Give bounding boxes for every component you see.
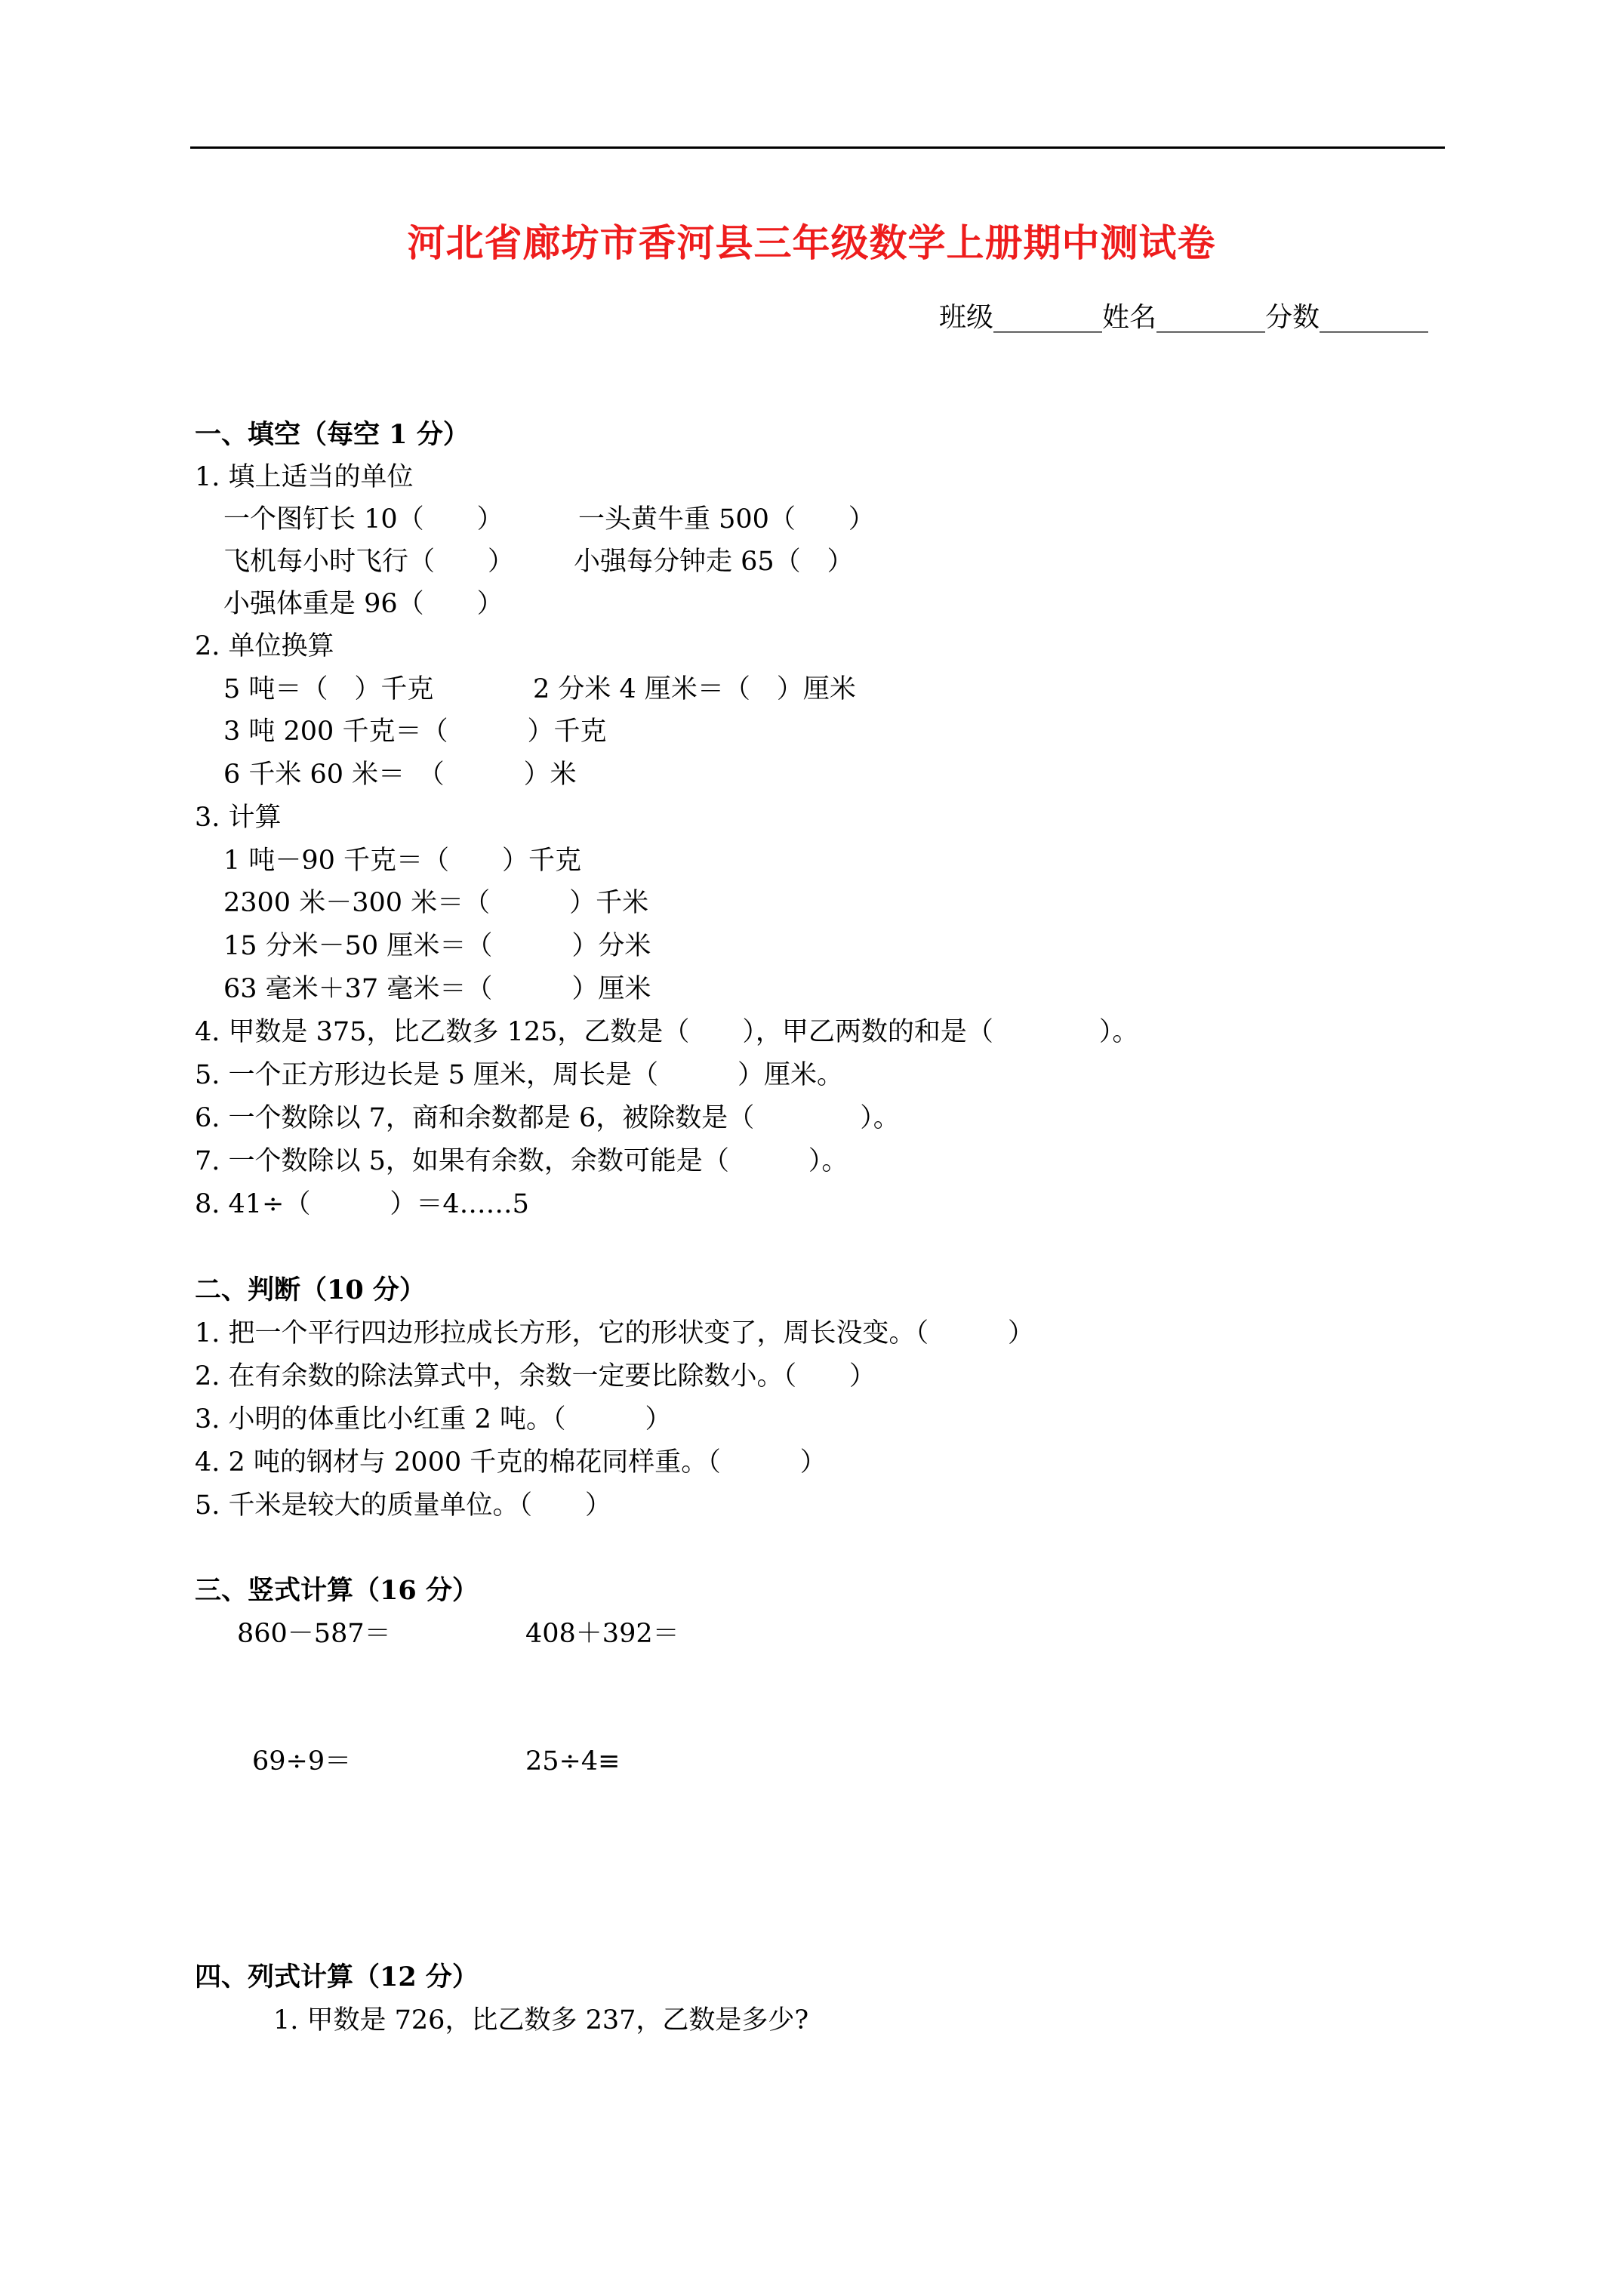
question-1-6: 6. 一个数除以 7，商和余数都是 6，被除数是（ ）。 — [195, 1103, 900, 1133]
expression-3: 69÷9＝ — [252, 1746, 352, 1777]
question-1-2: 2. 单位换算 — [195, 631, 334, 661]
section-4-heading: 四、列式计算（12 分） — [195, 1962, 479, 1992]
question-4-1: 1. 甲数是 726，比乙数多 237，乙数是多少? — [273, 2005, 809, 2036]
question-1-7: 7. 一个数除以 5，如果有余数，余数可能是（ ）。 — [195, 1146, 848, 1176]
question-1-1e: 小强体重是 96（ ） — [223, 589, 504, 619]
page-title: 河北省廊坊市香河县三年级数学上册期中测试卷 — [407, 220, 1216, 265]
question-1-2d: 6 千米 60 米＝ （ ）米 — [223, 760, 577, 790]
question-2-1: 1. 把一个平行四边形拉成长方形，它的形状变了，周长没变。（ ） — [195, 1318, 1035, 1348]
expression-4: 25÷4≡ — [525, 1746, 621, 1777]
expression-1: 860－587＝ — [237, 1619, 391, 1649]
question-1-2a: 5 吨＝（ ）千克 — [223, 674, 434, 704]
question-1-1c: 飞机每小时飞行（ ） — [223, 547, 515, 577]
question-1-1a: 一个图钉长 10（ ） — [223, 504, 504, 535]
question-1-3c: 15 分米－50 厘米＝（ ）分米 — [223, 931, 651, 961]
section-2-heading: 二、判断（10 分） — [195, 1274, 426, 1305]
question-1-2c: 3 吨 200 千克＝（ ）千克 — [223, 717, 607, 747]
section-1-heading: 一、填空（每空 1 分） — [195, 419, 470, 450]
question-2-5: 5. 千米是较大的质量单位。（ ） — [195, 1490, 612, 1521]
expression-2: 408＋392＝ — [525, 1619, 679, 1649]
question-1-3d: 63 毫米＋37 毫米＝（ ）厘米 — [223, 974, 651, 1004]
question-1-1b: 一头黄牛重 500（ ） — [578, 504, 875, 535]
question-1-3: 3. 计算 — [195, 803, 282, 833]
question-1-1: 1. 填上适当的单位 — [195, 462, 414, 492]
question-2-3: 3. 小明的体重比小红重 2 吨。（ ） — [195, 1404, 672, 1435]
question-2-2: 2. 在有余数的除法算式中，余数一定要比除数小。（ ） — [195, 1361, 876, 1391]
header-rule — [190, 146, 1445, 149]
question-1-4: 4. 甲数是 375，比乙数多 125，乙数是（ ），甲乙两数的和是（ ）。 — [195, 1017, 1139, 1047]
question-1-3b: 2300 米－300 米＝（ ）千米 — [223, 888, 649, 918]
question-1-8: 8. 41÷（ ）＝4……5 — [195, 1189, 529, 1219]
question-1-5: 5. 一个正方形边长是 5 厘米，周长是（ ）厘米。 — [195, 1060, 844, 1090]
question-1-1d: 小强每分钟走 65（ ） — [574, 547, 854, 577]
section-3-heading: 三、竖式计算（16 分） — [195, 1575, 479, 1606]
question-1-2b: 2 分米 4 厘米＝（ ）厘米 — [533, 674, 856, 704]
student-info-line: 班级________姓名________分数________ — [938, 302, 1428, 333]
question-1-3a: 1 吨－90 千克＝（ ）千克 — [223, 846, 582, 876]
question-2-4: 4. 2 吨的钢材与 2000 千克的棉花同样重。（ ） — [195, 1447, 827, 1478]
